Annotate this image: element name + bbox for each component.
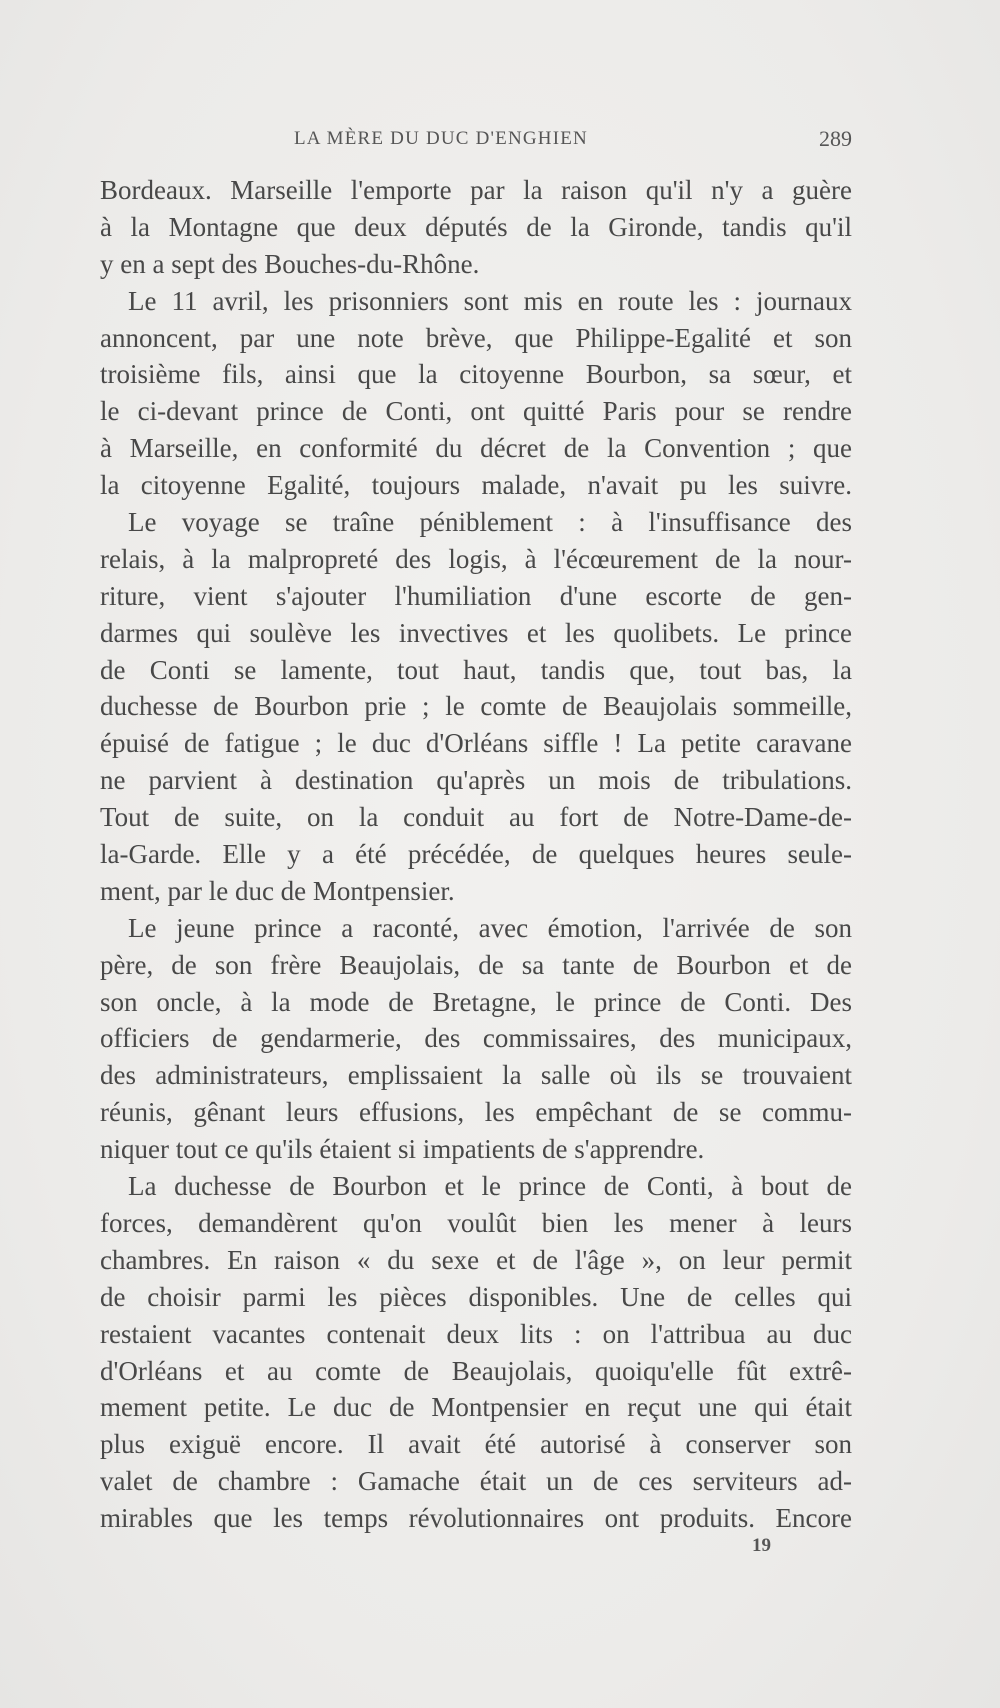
text-line: restaient vacantes contenait deux lits : on l'attribua au duc <box>100 1318 852 1349</box>
text-line: à Marseille, en conformité du décret de la Convention ; que <box>100 433 852 464</box>
text-line: Le voyage se traîne péniblement : à l'insuffisance des <box>128 507 852 538</box>
text-line: la-Garde. Elle y a été précédée, de quelques heures seule- <box>100 839 852 870</box>
text-line: officiers de gendarmerie, des commissaires, des municipaux, <box>100 1023 852 1054</box>
text-line: à la Montagne que deux députés de la Gironde, tandis qu'il <box>100 211 852 242</box>
text-line: riture, vient s'ajouter l'humiliation d'une escorte de gen- <box>100 580 852 611</box>
text-line: des administrateurs, emplissaient la salle où ils se trouvaient <box>100 1060 852 1091</box>
text-line: duchesse de Bourbon prie ; le comte de Beaujolais sommeille, <box>100 691 852 722</box>
text-line: darmes qui soulève les invectives et les quolibets. Le prince <box>100 617 852 648</box>
text-line: la citoyenne Egalité, toujours malade, n'avait pu les suivre. <box>100 470 852 501</box>
text-line: de Conti se lamente, tout haut, tandis que, tout bas, la <box>100 654 852 685</box>
page-number: 289 <box>819 126 852 151</box>
text-line: le ci-devant prince de Conti, ont quitté Paris pour se rendre <box>100 396 852 427</box>
text-line: troisième fils, ainsi que la citoyenne Bourbon, sa sœur, et <box>100 359 852 390</box>
text-line: La duchesse de Bourbon et le prince de Conti, à bout de <box>128 1171 852 1202</box>
text-line: ne parvient à destination qu'après un mois de tribulations. <box>100 765 852 796</box>
text-line: mement petite. Le duc de Montpensier en reçut une qui était <box>100 1392 852 1423</box>
text-line: de choisir parmi les pièces disponibles. Une de celles qui <box>100 1281 852 1312</box>
text-line: valet de chambre : Gamache était un de ces serviteurs ad- <box>100 1466 852 1497</box>
text-line: Le jeune prince a raconté, avec émotion, l'arrivée de son <box>128 912 852 943</box>
text-line: chambres. En raison « du sexe et de l'âge », on leur permit <box>100 1244 852 1275</box>
signature-mark: 19 <box>752 1535 771 1556</box>
text-line: père, de son frère Beaujolais, de sa tante de Bourbon et de <box>100 949 852 980</box>
text-line: épuisé de fatigue ; le duc d'Orléans siffle ! La petite caravane <box>100 728 852 759</box>
text-line: y en a sept des Bouches-du-Rhône. <box>100 248 480 279</box>
text-line: réunis, gênant leurs effusions, les empêchant de se commu- <box>100 1097 852 1128</box>
text-line: Bordeaux. Marseille l'emporte par la raison qu'il n'y a guère <box>100 175 852 205</box>
text-line: ment, par le duc de Montpensier. <box>100 875 455 906</box>
text-line: Le 11 avril, les prisonniers sont mis en route les : journaux <box>128 285 852 316</box>
text-line: mirables que les temps révolutionnaires ont produits. Encore <box>100 1503 852 1534</box>
text-line: relais, à la malpropreté des logis, à l'écœurement de la nour- <box>100 543 852 574</box>
text-line: plus exiguë encore. Il avait été autorisé à conserver son <box>100 1429 852 1460</box>
text-line: niquer tout ce qu'ils étaient si impatients de s'apprendre. <box>100 1134 705 1165</box>
text-line: son oncle, à la mode de Bretagne, le prince de Conti. Des <box>100 986 852 1017</box>
running-title: LA MÈRE DU DUC D'ENGHIEN <box>294 128 588 149</box>
body-text <box>100 172 852 1537</box>
text-line: Tout de suite, on la conduit au fort de Notre-Dame-de- <box>100 802 852 833</box>
text-line: forces, demandèrent qu'on voulût bien les mener à leurs <box>100 1207 852 1238</box>
text-line: annoncent, par une note brève, que Philippe-Egalité et son <box>100 322 852 353</box>
text-line: d'Orléans et au comte de Beaujolais, quoiqu'elle fût extrê- <box>100 1355 852 1386</box>
running-head <box>100 128 852 152</box>
